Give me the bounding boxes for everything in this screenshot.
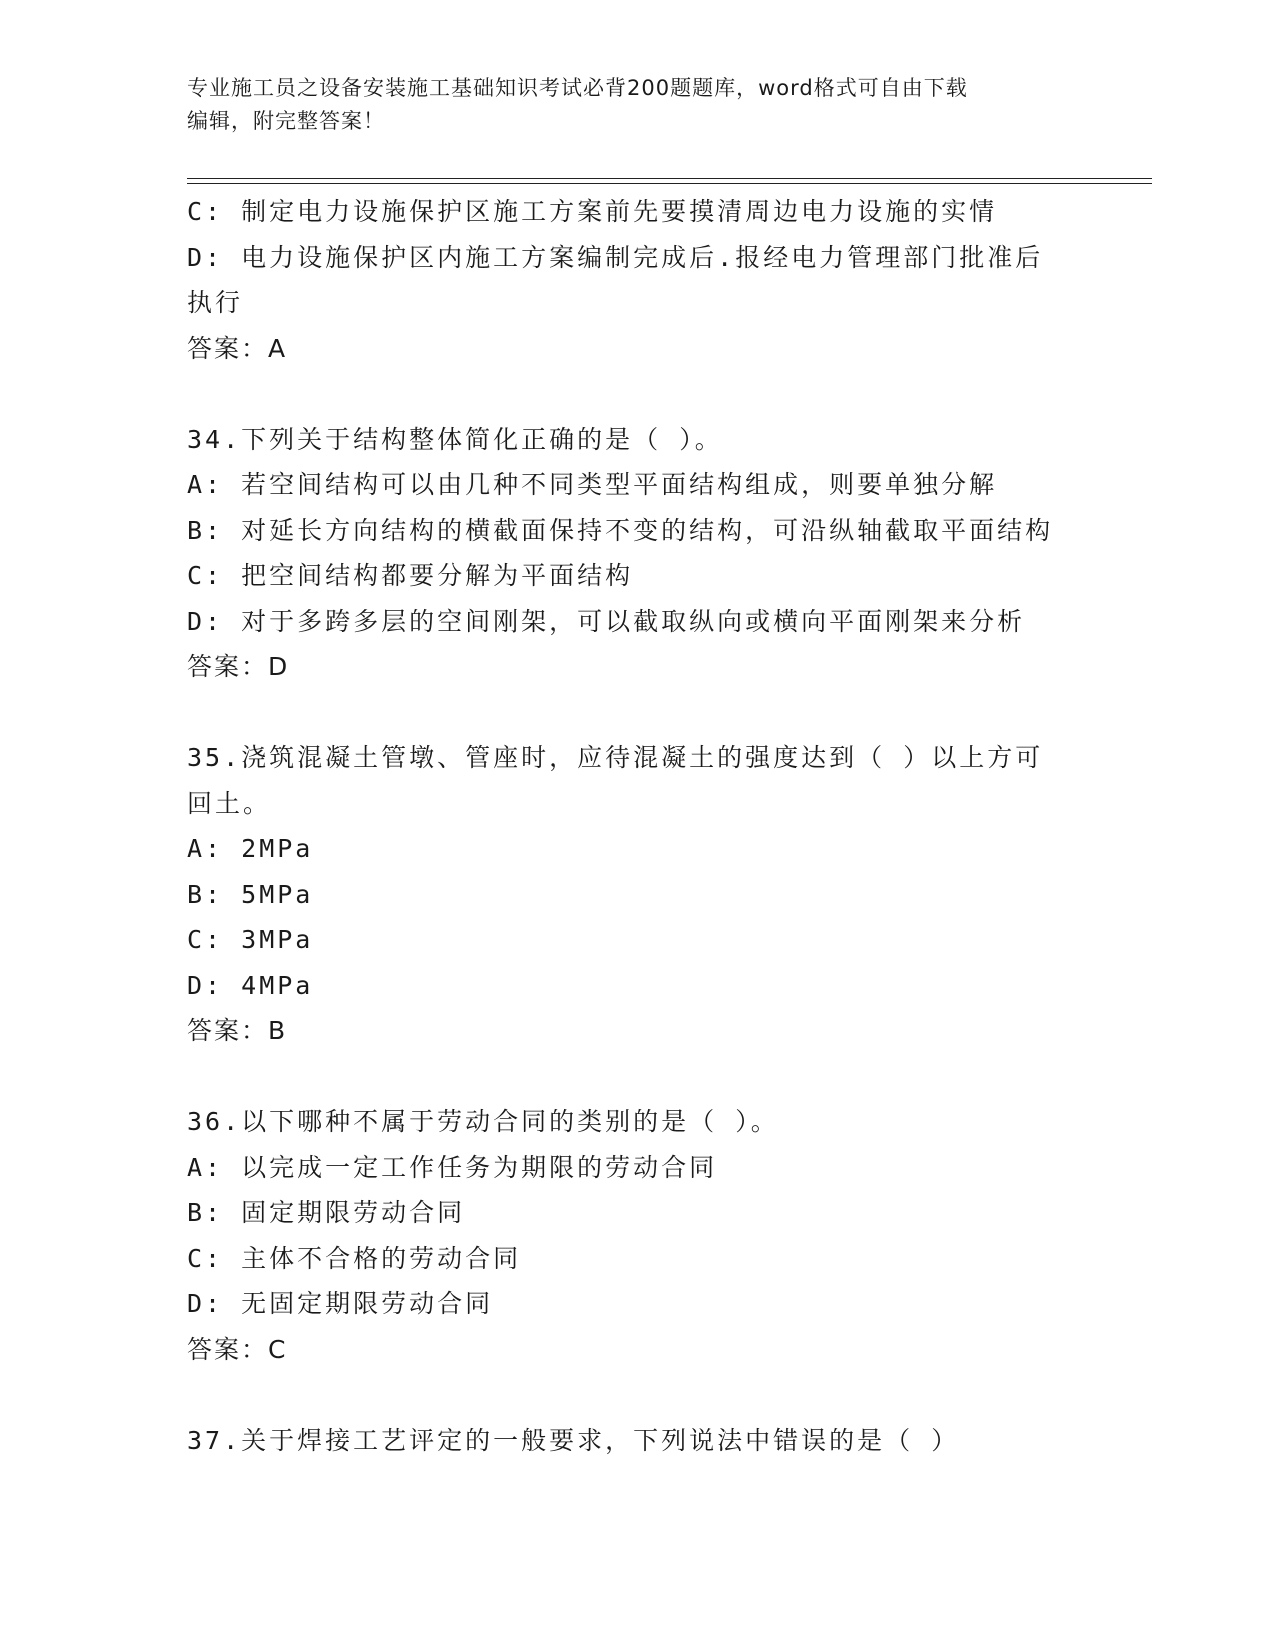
question-content bbox=[187, 189, 1087, 1463]
option-line: D: 电力设施保护区内施工方案编制完成后.报经电力管理部门批准后 bbox=[187, 242, 1044, 272]
question-stem: 37.关于焊接工艺评定的一般要求，下列说法中错误的是（ ） bbox=[187, 1425, 960, 1455]
option-line: C: 制定电力设施保护区施工方案前先要摸清周边电力设施的实情 bbox=[187, 197, 998, 226]
spacer bbox=[187, 1054, 1087, 1100]
option-line: B: 固定期限劳动合同 bbox=[187, 1198, 466, 1227]
option-line: B: 对延长方向结构的横截面保持不变的结构，可沿纵轴截取平面结构 bbox=[187, 515, 1054, 545]
option-line: D: 无固定期限劳动合同 bbox=[187, 1289, 494, 1318]
header-rule-bottom bbox=[187, 183, 1152, 184]
header-line-2: 编辑，附完整答案！ bbox=[187, 109, 385, 133]
question-stem: 35.浇筑混凝土管墩、管座时，应待混凝土的强度达到（ ）以上方可 bbox=[187, 743, 1044, 772]
answer-line: 答案：D bbox=[187, 652, 290, 681]
answer-line: 答案：B bbox=[187, 1016, 288, 1045]
question-stem-continued: 回土。 bbox=[187, 788, 272, 818]
spacer bbox=[187, 1372, 1087, 1418]
spacer bbox=[187, 371, 1087, 417]
option-line: C: 主体不合格的劳动合同 bbox=[187, 1243, 522, 1273]
question-stem: 36.以下哪种不属于劳动合同的类别的是（ ）。 bbox=[187, 1107, 779, 1136]
option-line: D: 4MPa bbox=[187, 970, 314, 1000]
document-header bbox=[187, 72, 1067, 138]
answer-line: 答案：A bbox=[187, 333, 288, 363]
option-line: C: 3MPa bbox=[187, 925, 314, 954]
option-line: D: 对于多跨多层的空间刚架，可以截取纵向或横向平面刚架来分析 bbox=[187, 606, 1026, 636]
answer-line: 答案：C bbox=[187, 1334, 288, 1364]
question-stem: 34.下列关于结构整体简化正确的是（ ）。 bbox=[187, 424, 723, 454]
option-line: 执行 bbox=[187, 288, 244, 317]
spacer bbox=[187, 690, 1087, 736]
option-line: A: 以完成一定工作任务为期限的劳动合同 bbox=[187, 1152, 718, 1182]
option-line: B: 5MPa bbox=[187, 879, 314, 909]
option-line: C: 把空间结构都要分解为平面结构 bbox=[187, 561, 634, 590]
option-line: A: 2MPa bbox=[187, 834, 314, 863]
header-rule-top bbox=[187, 178, 1152, 179]
header-line-1: 专业施工员之设备安装施工基础知识考试必背200题题库，word格式可自由下载 bbox=[187, 76, 968, 100]
option-line: A: 若空间结构可以由几种不同类型平面结构组成，则要单独分解 bbox=[187, 470, 998, 499]
